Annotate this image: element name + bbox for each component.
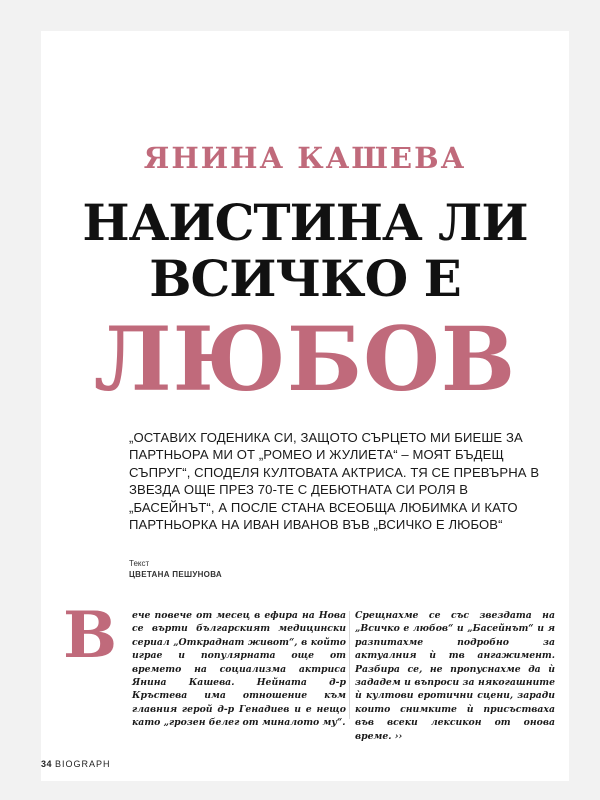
credit-label: Текст xyxy=(129,559,150,568)
body-column-1: ече повече от месец в ефира на Нова се върти българският медицински сериал „Откраднат живот“, в който играе и популярната още от времето на социализма актриса Янина Кашева. Нейната д-р Кръстева има отношение към главния герой д-р Генадиев и е нещо като „грозен белег от миналото му“. xyxy=(132,610,346,729)
headline-big-word: ЛЮБОВ xyxy=(93,307,517,411)
page-footer xyxy=(41,759,111,769)
body-column-2: Срещнахме се със звездата на „Всичко е любов“ и „Басейнът“ и я разпитахме подробно за актуалния ѝ тв ангажимент. Разбира се, не пропуснахме да ѝ зададем и въпроси за някогашните ѝ култови еротични сцени, заради които снимките ѝ присъстваха във всеки лексикон от онова време. ›› xyxy=(355,610,555,742)
magazine-name: BIOGRAPH xyxy=(55,759,111,769)
drop-cap: В xyxy=(63,598,118,673)
article-subject-name: ЯНИНА КАШЕВА xyxy=(143,141,467,175)
lead-paragraph: „ОСТАВИХ ГОДЕНИКА СИ, ЗАЩОТО СЪРЦЕТО МИ БИЕШЕ ЗА ПАРТНЬОРА МИ ОТ „РОМЕО И ЖУЛИЕТА“ – МОЯТ БЪДЕЩ СЪПРУГ“, СПОДЕЛЯ КУЛТОВАТА АКТРИСА. ТЯ СЕ ПРЕВЪРНА В ЗВЕЗДА ОЩЕ ПРЕЗ 70-ТЕ С ДЕБЮТНАТА СИ РОЛЯ В „БАСЕЙНЪТ“, А ПОСЛЕ СТАНА ВСЕОБЩА ЛЮБИМКА И КАТО ПАРТНЬОРКА НА ИВАН ИВАНОВ ВЪВ „ВСИЧКО Е ЛЮБОВ“ xyxy=(129,430,540,533)
headline-line-1: НАИСТИНА ЛИ xyxy=(82,193,528,252)
author-credit xyxy=(129,558,222,580)
column-divider xyxy=(349,611,350,719)
headline-line-2: ВСИЧКО Е xyxy=(149,249,461,308)
page-number: 34 xyxy=(41,759,53,769)
credit-author: ЦВЕТАНА ПЕШУНОВА xyxy=(129,570,222,579)
magazine-page xyxy=(41,31,569,781)
